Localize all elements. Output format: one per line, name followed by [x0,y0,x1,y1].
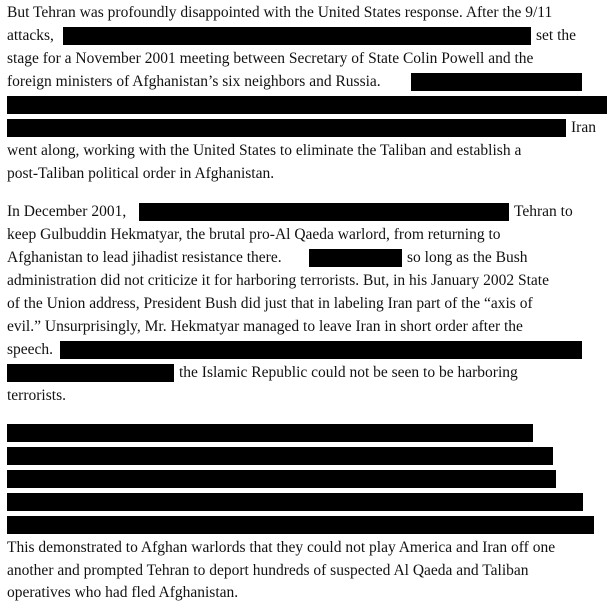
p2-line6: evil.” Unsurprisingly, Mr. Hekmatyar managed to leave Iran in short order after the [7,318,523,335]
redaction-block [139,203,509,221]
p2-line7-start: speech. [7,341,54,358]
p1-line8: post-Taliban political order in Afghanistan. [7,165,275,182]
redaction-block [60,341,582,359]
p2-line1-end: Tehran to [514,203,573,220]
redaction-block [7,96,607,114]
redaction-block [7,424,533,442]
p3-line2: another and prompted Tehran to deport hundreds of suspected Al Qaeda and Taliban [7,562,529,579]
p1-line1: But Tehran was profoundly disappointed with the United States response. After the 9/11 [7,4,553,21]
p1-line2-start: attacks, [7,27,54,44]
p2-line4: administration did not criticize it for harboring terrorists. But, in his January 2002 State [7,272,549,289]
redaction-block [7,364,174,382]
redaction-block [7,516,594,534]
p3-line3: operatives who had fled Afghanistan. [7,584,239,601]
p2-line9: terrorists. [7,387,66,404]
p2-line1-start: In December 2001, [7,203,127,220]
p2-line3-start: Afghanistan to lead jihadist resistance there. [7,249,282,266]
p2-line5: of the Union address, President Bush did just that in labeling Iran part of the “axis of [7,295,533,312]
redaction-block [63,27,531,45]
redaction-block [7,447,553,465]
redaction-block [7,119,566,137]
redaction-block [7,470,556,488]
p2-line3-end: so long as the Bush [407,249,528,266]
p1-line6-end: Iran [571,119,596,136]
p2-line8-end: the Islamic Republic could not be seen to be harboring [179,364,518,381]
redaction-block [7,493,583,511]
redaction-block [309,249,402,267]
p1-line3: stage for a November 2001 meeting between Secretary of State Colin Powell and the [7,50,534,67]
p3-line1: This demonstrated to Afghan warlords that they could not play America and Iran off one [7,539,556,556]
p1-line7: went along, working with the United States to eliminate the Taliban and establish a [7,142,522,159]
p1-line2-end: set the [536,27,577,44]
p2-line2: keep Gulbuddin Hekmatyar, the brutal pro-Al Qaeda warlord, from returning to [7,226,501,243]
redaction-block [411,73,582,91]
p1-line4: foreign ministers of Afghanistan’s six neighbors and Russia. [7,73,381,90]
